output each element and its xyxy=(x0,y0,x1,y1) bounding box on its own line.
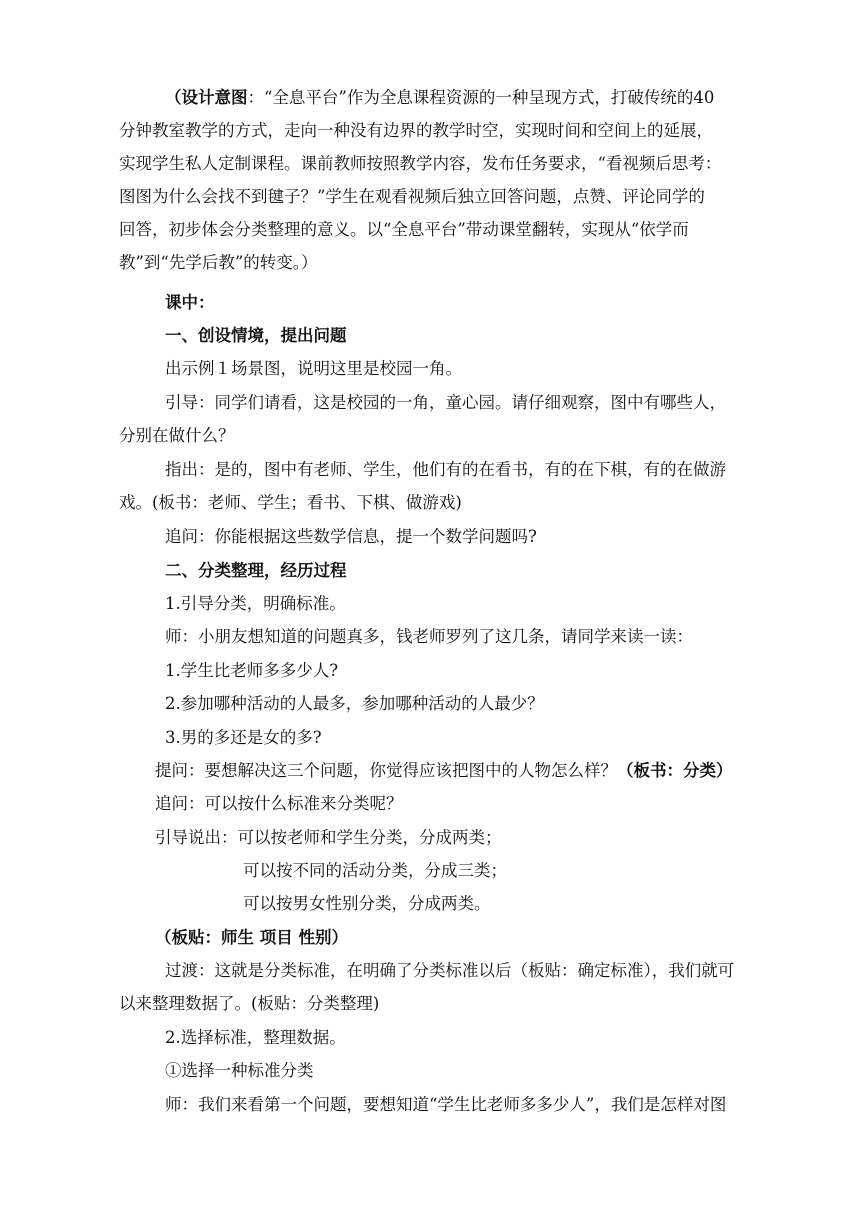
board-paste-line: （板贴：师生 项目 性别） xyxy=(155,928,348,947)
section-1-paragraph-3-line-1: 指出：是的，图中有老师、学生，他们有的在看书，有的在下棋，有的在做游 xyxy=(165,460,726,479)
transition-line-2: 以来整理数据了。(板贴：分类整理) xyxy=(119,994,380,1013)
design-intent-line-6: 教”到“先学后教”的转变。） xyxy=(119,253,318,272)
section-2-step-2: 2.选择标准，整理数据。 xyxy=(165,1028,346,1047)
design-intent-line-3: 实现学生私人定制课程。课前教师按照教学内容，发布任务要求，“看视频后思考： xyxy=(119,154,722,173)
design-intent-line-1-rest: ：“全息平台”作为全息课程资源的一种呈现方式，打破传统的40 xyxy=(247,88,715,107)
section-1-paragraph-2-line-1: 引导：同学们请看，这是校园的一角，童心园。请仔细观察，图中有哪些人， xyxy=(165,393,726,412)
question-3: 3.男的多还是女的多? xyxy=(165,728,322,747)
transition-line-1: 过渡：这就是分类标准，在明确了分类标准以后（板贴：确定标准），我们就可 xyxy=(165,961,735,980)
question-2: 2.参加哪种活动的人最多，参加哪种活动的人最少？ xyxy=(165,694,544,713)
ask-line xyxy=(155,758,733,784)
guide-line-1: 引导说出：可以按老师和学生分类，分成两类； xyxy=(155,828,502,847)
question-1: 1.学生比老师多多少人? xyxy=(165,661,339,680)
follow-up-line: 追问：可以按什么标准来分类呢？ xyxy=(155,794,403,813)
design-intent-line-2: 分钟教室教学的方式，走向一种没有边界的教学时空，实现时间和空间上的延展， xyxy=(119,121,713,140)
guide-line-2: 可以按不同的活动分类，分成三类； xyxy=(243,861,507,880)
guide-line-3: 可以按男女性别分类，分成两类。 xyxy=(243,894,491,913)
sub-step-1: ①选择一种标准分类 xyxy=(165,1061,314,1080)
last-teacher-line: 师：我们来看第一个问题，要想知道“学生比老师多多少人”，我们是怎样对图 xyxy=(165,1095,727,1114)
section-1-paragraph-3-line-2: 戏。(板书：老师、学生；看书、下棋、做游戏) xyxy=(119,493,462,512)
board-note-classify: （板书：分类） xyxy=(617,761,733,780)
ask-line-text: 提问：要想解决这三个问题，你觉得应该把图中的人物怎么样？ xyxy=(155,761,617,780)
section-2-teacher-line: 师：小朋友想知道的问题真多，钱老师罗列了这几条，请同学来读一读： xyxy=(165,627,693,646)
section-1-paragraph-4: 追问：你能根据这些数学信息，提一个数学问题吗? xyxy=(165,527,537,546)
class-middle-heading: 课中： xyxy=(165,293,215,312)
section-1-paragraph-1: 出示例１场景图，说明这里是校园一角。 xyxy=(165,359,462,378)
section-2-step-1: 1.引导分类，明确标准。 xyxy=(165,594,346,613)
section-2-heading: 二、分类整理，经历过程 xyxy=(165,561,347,580)
design-intent-line-5: 回答，初步体会分类整理的意义。以“全息平台”带动课堂翻转，实现从“依学而 xyxy=(119,220,689,239)
design-intent-line-4: 图图为什么会找不到毽子？”学生在观看视频后独立回答问题，点赞、评论同学的 xyxy=(119,187,705,206)
design-intent-line-1 xyxy=(165,85,714,111)
design-intent-label: （设计意图 xyxy=(165,88,248,107)
section-1-paragraph-2-line-2: 分别在做什么？ xyxy=(119,426,235,445)
section-1-heading: 一、创设情境，提出问题 xyxy=(165,326,347,345)
